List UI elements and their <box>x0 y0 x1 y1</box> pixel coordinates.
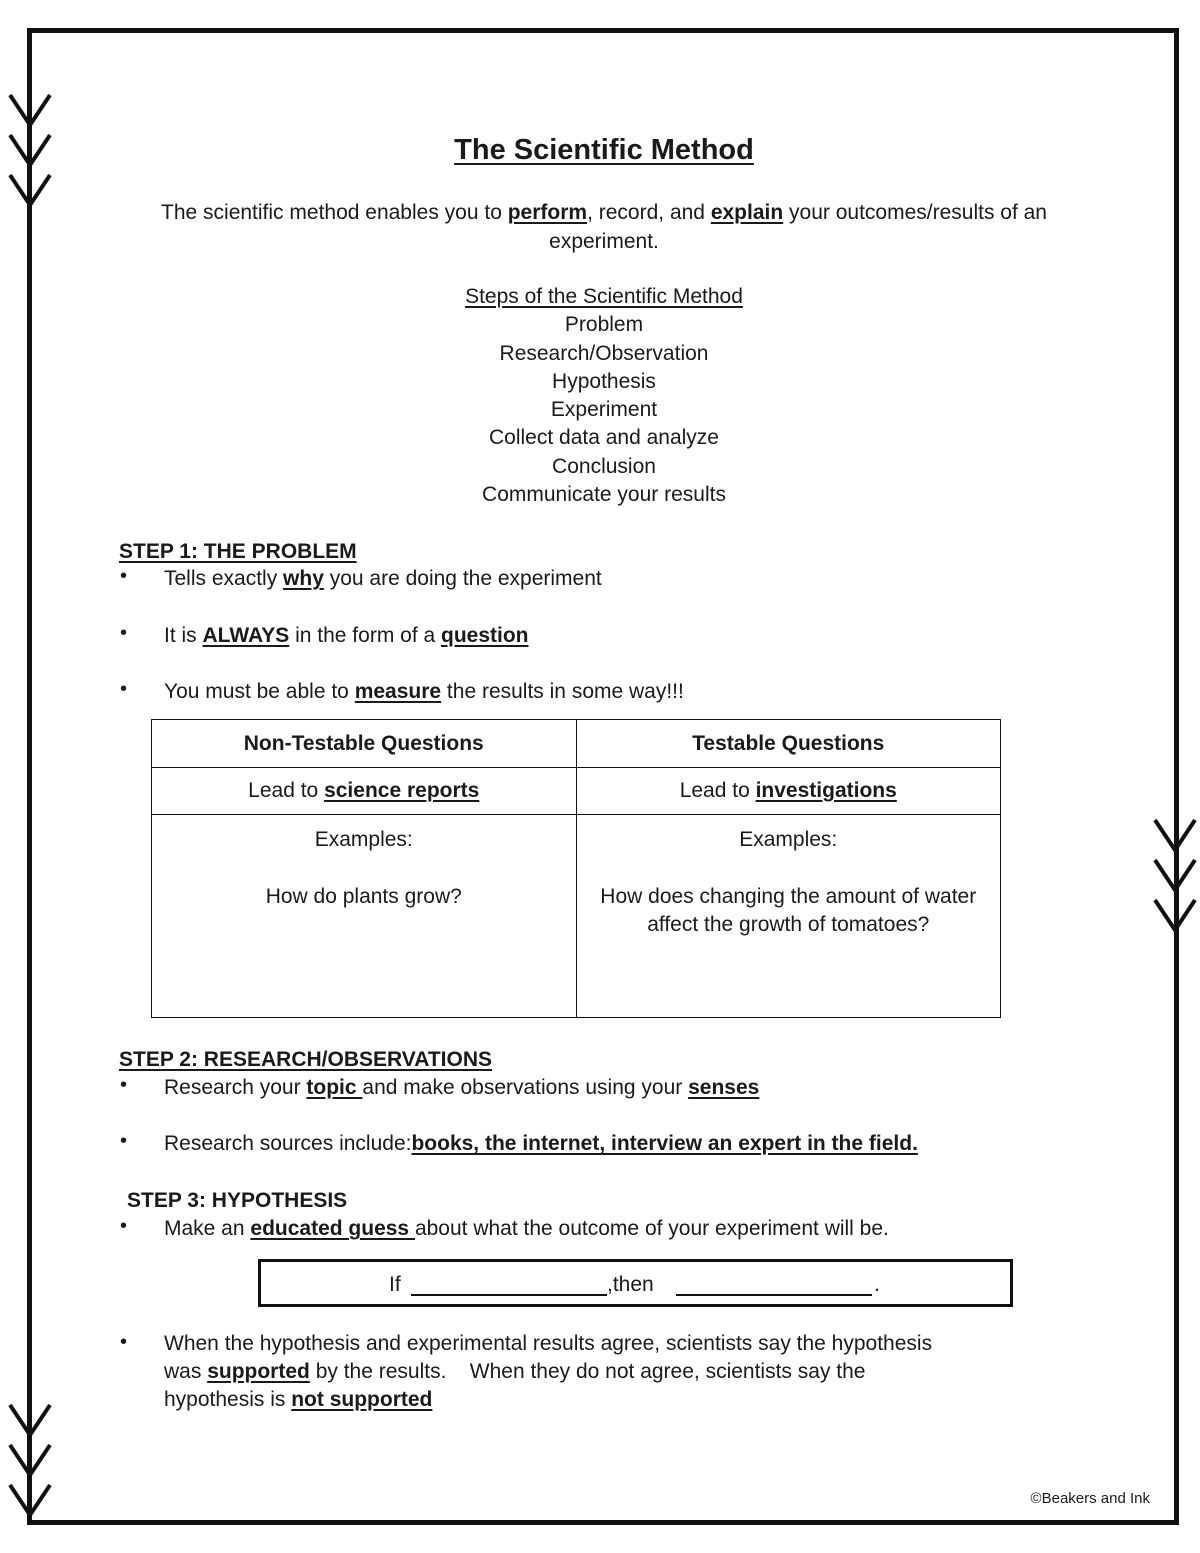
step3-bullet-2: • When the hypothesis and experimental results agree, scientists say the hypothesis was supported by the results. When they do not agree, scientists say the hypothesis is not supported <box>120 1331 933 1411</box>
keyword-perform: perform <box>507 201 588 224</box>
right-middle-arrows-icon <box>1145 805 1200 955</box>
page-title: The Scientific Method <box>454 134 754 166</box>
step-item: Hypothesis <box>552 369 656 393</box>
step1-bullet-2: • It is ALWAYS in the form of a question <box>120 622 529 647</box>
step2-bullet-1: • Research your topic and make observations using your senses <box>120 1074 760 1099</box>
step3-bullet-1: • Make an educated guess about what the outcome of your experiment will be. <box>120 1215 889 1240</box>
step-item: Collect data and analyze <box>489 426 719 450</box>
col1-examples: Examples: How do plants grow? <box>152 815 577 1018</box>
step1-bullet-1: • Tells exactly why you are doing the experiment <box>120 565 602 590</box>
then-label: ,then <box>607 1273 654 1296</box>
step1-bullet-3: • You must be able to measure the results in some way!!! <box>120 678 684 703</box>
step-item: Conclusion <box>552 454 656 478</box>
then-blank[interactable] <box>676 1274 872 1296</box>
end-mark: . <box>874 1273 880 1296</box>
col1-lead: Lead to science reports <box>152 768 577 815</box>
col1-header: Non-Testable Questions <box>152 720 577 768</box>
keyword-explain: explain <box>710 201 784 224</box>
if-blank[interactable] <box>411 1274 607 1296</box>
col2-header: Testable Questions <box>576 720 1001 768</box>
steps-list <box>0 283 1200 509</box>
col2-examples: Examples: How does changing the amount of water affect the growth of tomatoes? <box>576 815 1001 1018</box>
if-label: If <box>389 1273 401 1296</box>
step2-heading: STEP 2: RESEARCH/OBSERVATIONS <box>119 1048 493 1071</box>
hypothesis-template-box <box>258 1259 1013 1307</box>
questions-table <box>151 719 1001 1018</box>
left-bottom-arrows-icon <box>0 1390 60 1540</box>
steps-heading: Steps of the Scientific Method <box>465 285 743 308</box>
step-item: Research/Observation <box>499 341 709 365</box>
step-item: Problem <box>564 313 644 337</box>
step-item: Communicate your results <box>482 483 726 507</box>
step2-bullet-2: • Research sources include:books, the internet, interview an expert in the field. <box>120 1130 918 1155</box>
step1-heading: STEP 1: THE PROBLEM <box>119 540 357 563</box>
step-item: Experiment <box>550 398 658 422</box>
step3-heading: STEP 3: HYPOTHESIS <box>127 1189 348 1212</box>
copyright-text: ©Beakers and Ink <box>1030 1490 1150 1507</box>
intro-paragraph: The scientific method enables you to perform, record, and explain your outcomes/results of an experiment. <box>161 201 1047 253</box>
col2-lead: Lead to investigations <box>576 768 1001 815</box>
